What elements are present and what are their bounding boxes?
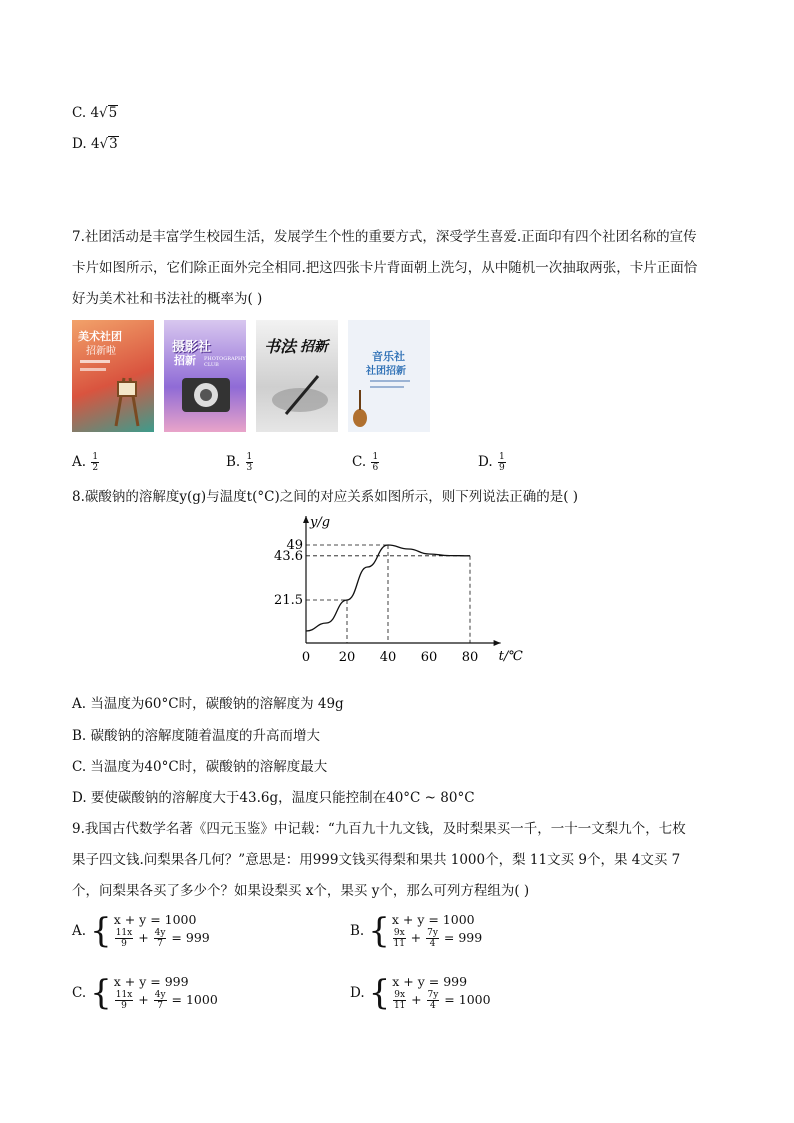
rhs: 999 (458, 930, 483, 945)
question-8-stem: 8.碳酸钠的溶解度y(g)与温度t(°C)之间的对应关系如图所示，则下列说法正确的是( ) (72, 489, 579, 505)
q8-option-a: A. 当温度为60°C时，碳酸钠的溶解度为 49g (72, 696, 344, 712)
q9-option-b (350, 912, 482, 949)
fraction (91, 452, 99, 473)
y-tick-label: 43.6 (274, 548, 303, 564)
camera-icon (164, 320, 246, 432)
denominator: 2 (92, 463, 99, 473)
option-label: C. (352, 454, 367, 470)
q7-option-a (72, 452, 100, 473)
stem-line: 好为美术社和书法社的概率为( ) (72, 291, 263, 307)
card-subtitle: 招新 (174, 354, 196, 367)
card-title: 音乐社 (372, 350, 405, 363)
card-art-club (72, 320, 154, 432)
rhs: 1000 (185, 992, 218, 1007)
card-caption: PHOTOGRAPHY CLUB (204, 356, 246, 368)
denominator: 4 (429, 939, 436, 949)
option-coef: 4 (90, 136, 100, 152)
numerator: 9x (393, 928, 405, 938)
brush-icon (256, 320, 338, 432)
q8-option-c: C. 当温度为40°C时，碳酸钠的溶解度最大 (72, 759, 328, 775)
q9-option-d (350, 974, 491, 1011)
stem-line: 果子四文钱.问梨果各几何？”意思是：用999文钱买得梨和果共 1000个，梨 11文买 9个，果 4文买 7 (72, 852, 681, 868)
fraction (498, 452, 506, 473)
denominator: 4 (430, 1001, 436, 1011)
card-title: 美术社团 (78, 330, 122, 343)
q7-option-d (478, 452, 507, 473)
stem-line: 7.社团活动是丰富学生校园生活，发展学生个性的重要方式，深受学生喜爱.正面印有四个社团名称的宣传 (72, 229, 697, 245)
radicand: 3 (109, 136, 118, 152)
option-label: A. (72, 454, 87, 470)
rhs: 1000 (458, 992, 491, 1007)
brace: { (368, 910, 390, 951)
question-7-stem (72, 222, 732, 315)
y-tick-label: 21.5 (274, 593, 303, 608)
q8-option-d: D. 要使碳酸钠的溶解度大于43.6g，温度只能控制在40°C ~ 80°C (72, 790, 475, 806)
denominator: 7 (157, 1001, 163, 1011)
fraction (246, 452, 254, 473)
equation-2: $\frac{11x}{9}$ + $\frac{4y}{7}$ = 1000 (115, 990, 218, 1011)
x-tick-label: 60 (420, 650, 438, 665)
fraction (371, 452, 379, 473)
x-tick-label: 40 (379, 650, 397, 665)
equation-1: x + y = 1000 (391, 912, 475, 927)
option-label: D. (478, 454, 493, 470)
numerator: 1 (246, 452, 253, 462)
question-9-stem (72, 814, 732, 907)
q7-option-b (226, 452, 254, 473)
denominator: 9 (121, 939, 127, 949)
q9-option-c (72, 974, 218, 1011)
denominator: 9 (121, 1001, 127, 1011)
stem-line: 9.我国古代数学名著《四元玉鉴》中记载：“九百九十九文钱，及时梨果买一千，一十一文梨九个，七枚 (72, 821, 686, 837)
denominator: 7 (157, 939, 163, 949)
option-label: C. (72, 984, 87, 1001)
q8-option-b: B. 碳酸钠的溶解度随着温度的升高而增大 (72, 728, 321, 744)
option-label: D. (72, 136, 87, 152)
card-music-club (348, 320, 430, 432)
equation-2: $\frac{9x}{11}$ + $\frac{7y}{4}$ = 1000 (393, 990, 491, 1011)
guitar-icon (348, 320, 430, 432)
card-subtitle: 招新 (300, 339, 328, 355)
numerator: 1 (498, 452, 505, 462)
numerator: 11x (115, 928, 133, 938)
card-title: 摄影社 (172, 340, 212, 355)
card-calligraphy-club (256, 320, 338, 432)
card-subtitle: 招新啦 (86, 346, 116, 357)
equation-1: x + y = 999 (392, 974, 468, 989)
denominator: 11 (393, 1001, 406, 1011)
card-subtitle: 社团招新 (366, 366, 406, 377)
equation-1: x + y = 999 (113, 974, 189, 989)
x-axis-arrow (494, 640, 501, 646)
denominator: 6 (372, 463, 379, 473)
x-tick-label: 0 (301, 650, 311, 665)
denominator: 3 (246, 463, 253, 473)
rhs: 999 (185, 930, 210, 945)
easel-icon (72, 320, 154, 432)
y-tick-label: 49 (286, 538, 303, 553)
q7-option-c (352, 452, 380, 473)
option-label: B. (350, 922, 365, 939)
brace: { (90, 972, 112, 1013)
numerator: 7y (427, 990, 439, 1000)
option-label: A. (72, 922, 87, 939)
card-title: 书法 (264, 337, 297, 356)
radicand: 5 (108, 105, 118, 121)
card-photography-club (164, 320, 246, 432)
q6-option-d: D. 4√3 (72, 136, 118, 152)
y-axis-label: y/g (310, 515, 331, 530)
numerator: 11x (115, 990, 133, 1000)
y-axis-arrow (303, 516, 309, 523)
stem-line: 个，问梨果各买了多少个？如果设梨买 x个，果买 y个，那么可列方程组为( ) (72, 883, 530, 899)
x-tick-label: 20 (338, 650, 356, 665)
solubility-chart (274, 510, 530, 670)
denominator: 11 (393, 939, 405, 949)
brace: { (90, 910, 112, 951)
numerator: 1 (92, 452, 99, 462)
option-label: C. (72, 105, 87, 121)
option-coef: 4 (90, 105, 100, 121)
numerator: 4y (154, 990, 166, 1000)
option-label: D. (350, 984, 365, 1001)
option-label: B. (226, 454, 241, 470)
numerator: 4y (154, 928, 166, 938)
brace: { (368, 972, 391, 1013)
numerator: 7y (427, 928, 438, 938)
numerator: 9x (394, 990, 406, 1000)
denominator: 9 (498, 463, 505, 473)
stem-line: 卡片如图所示，它们除正面外完全相同.把这四张卡片背面朝上洗匀，从中随机一次抽取两张，卡片正面恰 (72, 260, 698, 276)
x-tick-label: 80 (461, 650, 479, 665)
equation-2: $\frac{9x}{11}$ + $\frac{7y}{4}$ = 999 (393, 928, 483, 949)
q6-option-c: C. 4√5 (72, 105, 118, 121)
equation-1: x + y = 1000 (113, 912, 197, 927)
x-axis-label: t/℃ (498, 649, 523, 664)
q9-option-a (72, 912, 210, 949)
numerator: 1 (372, 452, 379, 462)
equation-2: $\frac{11x}{9}$ + $\frac{4y}{7}$ = 999 (115, 928, 210, 949)
